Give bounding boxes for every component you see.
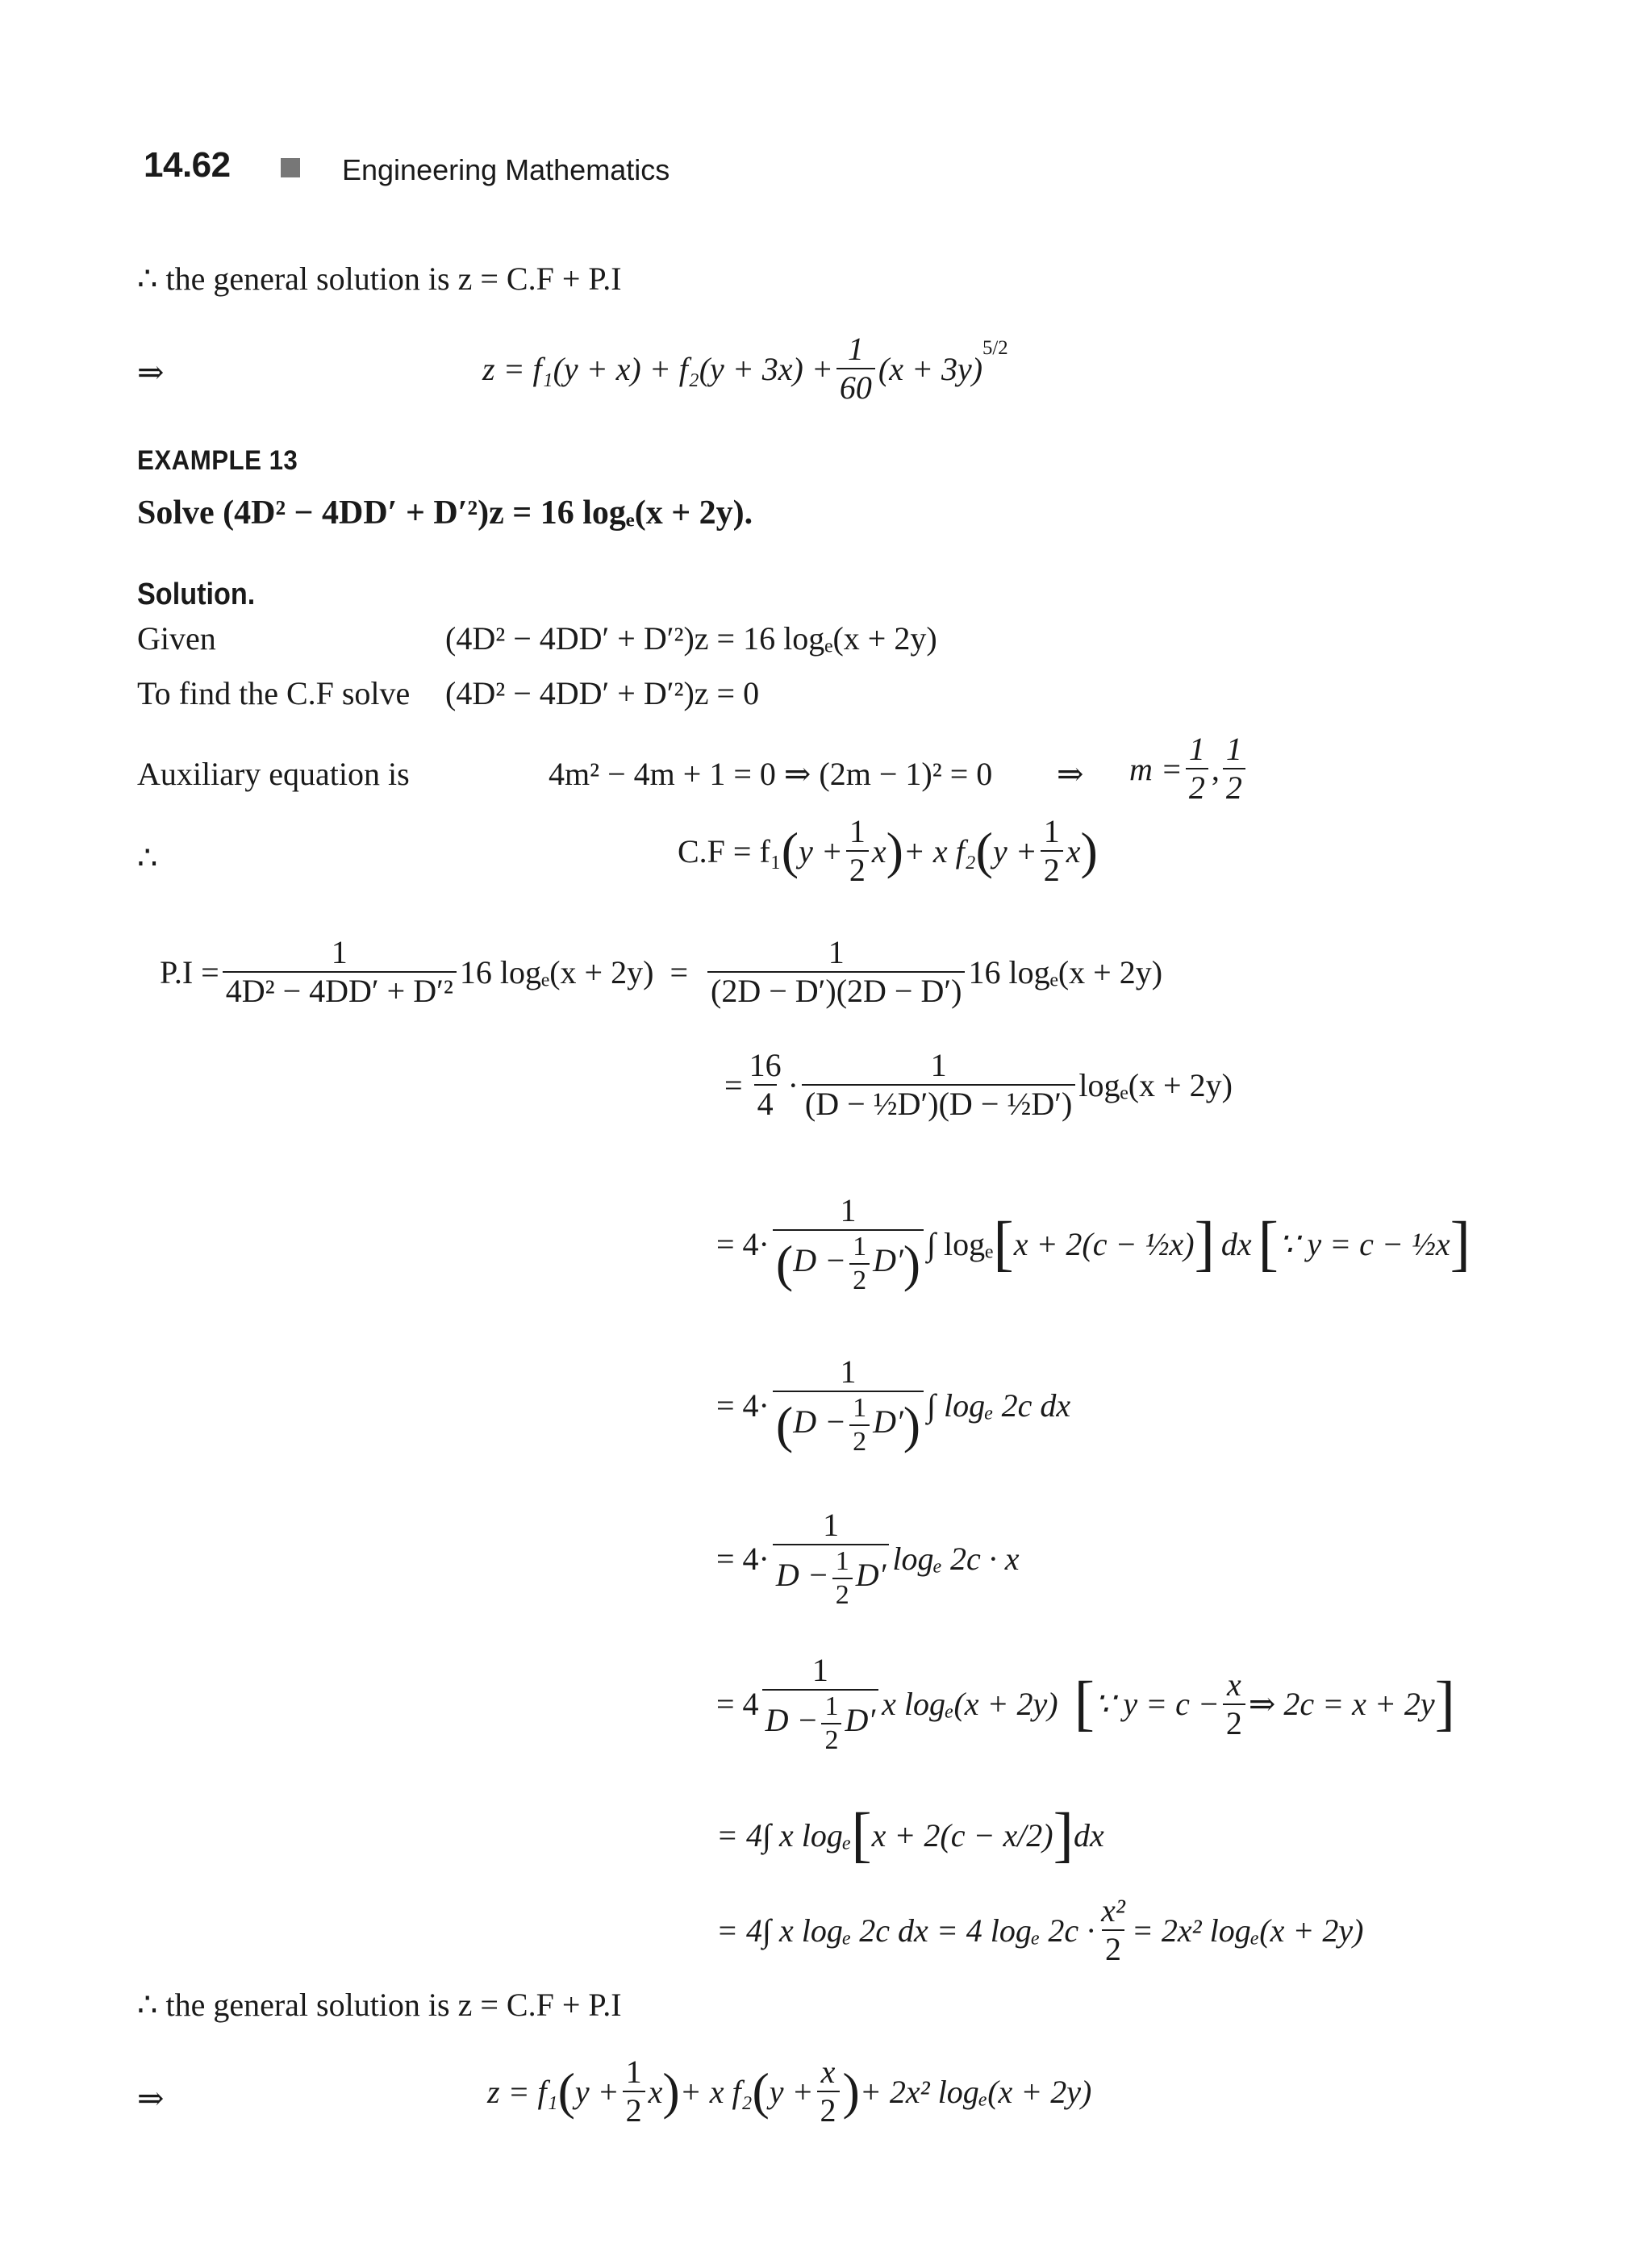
fraction-numerator: 1 — [811, 1652, 828, 1688]
operator-fraction — [773, 1194, 924, 1295]
fraction-half — [623, 2055, 645, 2128]
bracket-close: ] — [1194, 1210, 1215, 1278]
fraction-denominator — [773, 1544, 890, 1609]
comma: , — [1211, 750, 1220, 787]
fraction-numerator: x — [820, 2054, 836, 2090]
fraction-denominator: (2D − D′)(2D − D′) — [707, 971, 965, 1008]
therefore-symbol: ∴ — [137, 840, 158, 876]
pi-fraction — [223, 936, 457, 1008]
step7-lhs: = 4∫ x logₑ 2c dx = 4 logₑ 2c · — [716, 1912, 1095, 1949]
coef-fraction — [746, 1049, 785, 1121]
fraction-denominator: 4 — [754, 1084, 777, 1121]
fraction-numerator: 1 — [853, 1393, 867, 1423]
fraction-numerator: 1 — [625, 2054, 642, 2090]
fraction-numerator: 16 — [749, 1047, 782, 1083]
paren-open: ( — [975, 822, 993, 879]
fraction-x2-half — [1098, 1894, 1128, 1966]
step6-inner: x + 2(c − x/2) — [871, 1817, 1053, 1854]
pi-step-6 — [716, 1800, 1104, 1870]
aux-m-label: m = — [1129, 750, 1183, 787]
bracket-open: [ — [993, 1210, 1014, 1278]
fraction-half — [1186, 732, 1208, 805]
final-implies-arrow: ⇒ — [137, 2080, 165, 2116]
fraction-denominator: 2 — [817, 2091, 840, 2128]
fraction-half — [846, 815, 869, 887]
fraction-half — [1041, 815, 1063, 887]
x-var: x — [648, 2073, 663, 2110]
dx: dx — [1073, 1817, 1104, 1854]
four-dot: = 4· — [716, 1226, 770, 1263]
header-square-icon — [281, 158, 300, 177]
step5-note-b: ⇒ 2c = x + 2y — [1248, 1686, 1435, 1723]
bracket-close: ] — [1450, 1210, 1471, 1278]
top-solution-exponent: 5/2 — [982, 337, 1008, 359]
fraction-denominator: 2 — [1102, 1929, 1124, 1966]
pi-step-2 — [716, 1194, 1471, 1295]
fraction-numerator: 1 — [840, 1192, 857, 1228]
equals: = — [670, 953, 688, 990]
paren-close: ) — [1080, 822, 1098, 879]
fraction-numerator: 1 — [823, 1507, 840, 1543]
fraction-denominator: (D − ½D′)(D − ½D′) — [802, 1084, 1075, 1121]
step5-prefix: = 4 — [716, 1686, 759, 1723]
final-general-solution-line: ∴ the general solution is z = C.F + P.I — [137, 1987, 622, 2023]
y-plus: y + — [799, 832, 843, 869]
fraction-denominator — [773, 1229, 924, 1295]
given-label: Given — [137, 620, 216, 657]
bracket-open: [ — [1074, 1670, 1095, 1738]
y-plus: y + — [992, 832, 1037, 869]
d-minus: D − — [793, 1241, 847, 1278]
paren-open: ( — [775, 1396, 794, 1454]
fraction-numerator: 1 — [853, 1232, 867, 1261]
fraction-denominator: 2 — [849, 1424, 870, 1457]
cf-equation: (4D² − 4DD′ + D′²)z = 0 — [445, 675, 760, 711]
final-mid: + x f₂ — [679, 2073, 753, 2110]
y-plus: y + — [769, 2073, 814, 2110]
d-prime: D′ — [873, 1403, 903, 1440]
paren-open: ( — [557, 2062, 575, 2120]
example-label: EXAMPLE 13 — [137, 445, 298, 476]
fraction-denominator: 60 — [836, 368, 875, 405]
fraction-denominator: 4D² − 4DD′ + D′² — [223, 971, 457, 1008]
fraction-numerator: x² — [1101, 1892, 1125, 1929]
fraction-numerator: 1 — [930, 1047, 947, 1083]
fraction-half — [832, 1547, 853, 1609]
step5-tail: x logₑ(x + 2y) — [882, 1686, 1058, 1723]
fraction-denominator: 2 — [1041, 850, 1063, 887]
given-equation: (4D² − 4DD′ + D′²)z = 16 logₑ(x + 2y) — [445, 620, 937, 657]
step6-lhs: = 4∫ x logₑ — [716, 1817, 852, 1854]
fraction-numerator: 1 — [847, 331, 864, 367]
pi-term: 16 logₑ(x + 2y) — [968, 953, 1163, 990]
cf-label: To find the C.F solve — [137, 675, 411, 711]
paren-close: ) — [662, 2062, 680, 2120]
four-dot: = 4· — [716, 1541, 770, 1578]
fraction-half — [821, 1692, 841, 1754]
pi-line-1 — [160, 936, 1162, 1008]
aux-equation: 4m² − 4m + 1 = 0 ⇒ (2m − 1)² = 0 — [549, 756, 993, 792]
cf-result-lhs: C.F = f₁ — [678, 832, 782, 869]
fraction-denominator: 2 — [623, 2091, 645, 2128]
fraction-numerator: x — [1226, 1666, 1241, 1703]
bracket-open: [ — [851, 1801, 872, 1869]
aux-label: Auxiliary equation is — [137, 756, 410, 792]
paren-close: ) — [903, 1235, 921, 1293]
fraction-numerator: 1 — [1188, 731, 1205, 767]
step5-note-a: ∵ y = c − — [1094, 1686, 1220, 1723]
pi-step-3 — [716, 1355, 1070, 1456]
fraction-denominator — [762, 1689, 879, 1754]
paren-close: ) — [903, 1396, 921, 1454]
fraction-denominator: 2 — [1223, 768, 1245, 805]
pi-fraction-factored — [707, 936, 965, 1008]
final-tail: + 2x² logₑ(x + 2y) — [859, 2073, 1092, 2110]
equals: = — [724, 1066, 743, 1103]
d-minus: D − — [793, 1403, 847, 1440]
fraction-x-half — [817, 2055, 840, 2128]
paren-close: ) — [886, 822, 903, 879]
fraction-denominator: 2 — [1223, 1703, 1245, 1741]
fraction-numerator: 1 — [1043, 813, 1060, 849]
bracket-open: [ — [1258, 1210, 1279, 1278]
solution-label: Solution. — [137, 578, 256, 611]
cf-result-equation — [678, 815, 1098, 887]
example-question: Solve (4D² − 4DD′ + D′²)z = 16 logₑ(x + 2y). — [137, 494, 753, 532]
d-minus: D − — [765, 1701, 819, 1738]
fraction-denominator: 2 — [849, 1263, 870, 1295]
fraction-half — [1223, 732, 1245, 805]
implies-arrow: ⇒ — [137, 354, 165, 390]
final-lhs: z = f₁ — [487, 2073, 558, 2110]
top-solution-equation — [482, 332, 1008, 405]
fraction-denominator: 2 — [846, 850, 869, 887]
d-minus: D − — [775, 1556, 829, 1593]
fraction-1-60 — [836, 332, 875, 405]
pi-term: 16 logₑ(x + 2y) — [459, 953, 654, 990]
d-prime: D′ — [855, 1556, 886, 1593]
d-prime: D′ — [873, 1241, 903, 1278]
fraction-numerator: 1 — [835, 1546, 849, 1576]
step1-tail: logₑ(x + 2y) — [1078, 1066, 1233, 1103]
step1-fraction — [802, 1049, 1075, 1121]
operator-fraction — [773, 1508, 890, 1609]
y-plus: y + — [574, 2073, 620, 2110]
fraction-numerator: 1 — [824, 1691, 839, 1721]
book-title: Engineering Mathematics — [342, 153, 670, 186]
fraction-denominator: 2 — [1186, 768, 1208, 805]
fraction-numerator: 1 — [840, 1353, 857, 1390]
fraction-denominator: 2 — [821, 1723, 841, 1755]
cf-result-mid: + x f₂ — [903, 832, 976, 869]
pi-step-1 — [724, 1049, 1233, 1121]
bracket-close: ] — [1434, 1670, 1455, 1738]
fraction-half — [849, 1394, 870, 1456]
step4-tail: logₑ 2c · x — [892, 1541, 1020, 1578]
fraction-numerator: 1 — [1225, 731, 1242, 767]
fraction-half — [849, 1232, 870, 1295]
aux-roots — [1129, 732, 1249, 805]
step3-tail: ∫ logₑ 2c dx — [927, 1387, 1071, 1424]
final-solution-equation — [487, 2055, 1091, 2128]
dx: dx — [1220, 1226, 1252, 1263]
step2-inner: x + 2(c − ½x) — [1013, 1226, 1195, 1263]
top-solution-tail: (x + 3y) — [878, 350, 983, 387]
fraction-denominator: 2 — [832, 1578, 853, 1610]
step2-integral: ∫ logₑ — [927, 1226, 994, 1263]
operator-fraction — [762, 1653, 879, 1754]
fraction-numerator: 1 — [849, 813, 866, 849]
fraction-x-half — [1223, 1668, 1245, 1741]
bracket-close: ] — [1053, 1801, 1074, 1869]
paren-close: ) — [842, 2062, 860, 2120]
pi-step-5 — [716, 1653, 1455, 1754]
top-solution-lhs: z = f₁(y + x) + f₂(y + 3x) + — [482, 350, 833, 387]
fraction-numerator: 1 — [331, 934, 348, 970]
page-number: 14.62 — [144, 145, 231, 185]
x-var: x — [1066, 832, 1081, 869]
fraction-denominator — [773, 1391, 924, 1456]
step7-tail: = 2x² logₑ(x + 2y) — [1131, 1912, 1364, 1949]
aux-implies: ⇒ — [1057, 756, 1084, 792]
pi-step-7 — [716, 1894, 1363, 1966]
x-var: x — [871, 832, 886, 869]
dot: · — [787, 1066, 799, 1103]
d-prime: D′ — [845, 1701, 876, 1738]
general-solution-line: ∴ the general solution is z = C.F + P.I — [137, 261, 622, 297]
paren-open: ( — [752, 2062, 770, 2120]
operator-fraction — [773, 1355, 924, 1456]
paren-open: ( — [781, 822, 799, 879]
pi-step-4 — [716, 1508, 1020, 1609]
paren-open: ( — [775, 1235, 794, 1293]
fraction-numerator: 1 — [828, 934, 845, 970]
step2-note: ∵ y = c − ½x — [1278, 1226, 1450, 1263]
four-dot: = 4· — [716, 1387, 770, 1424]
pi-label: P.I = — [160, 953, 219, 990]
